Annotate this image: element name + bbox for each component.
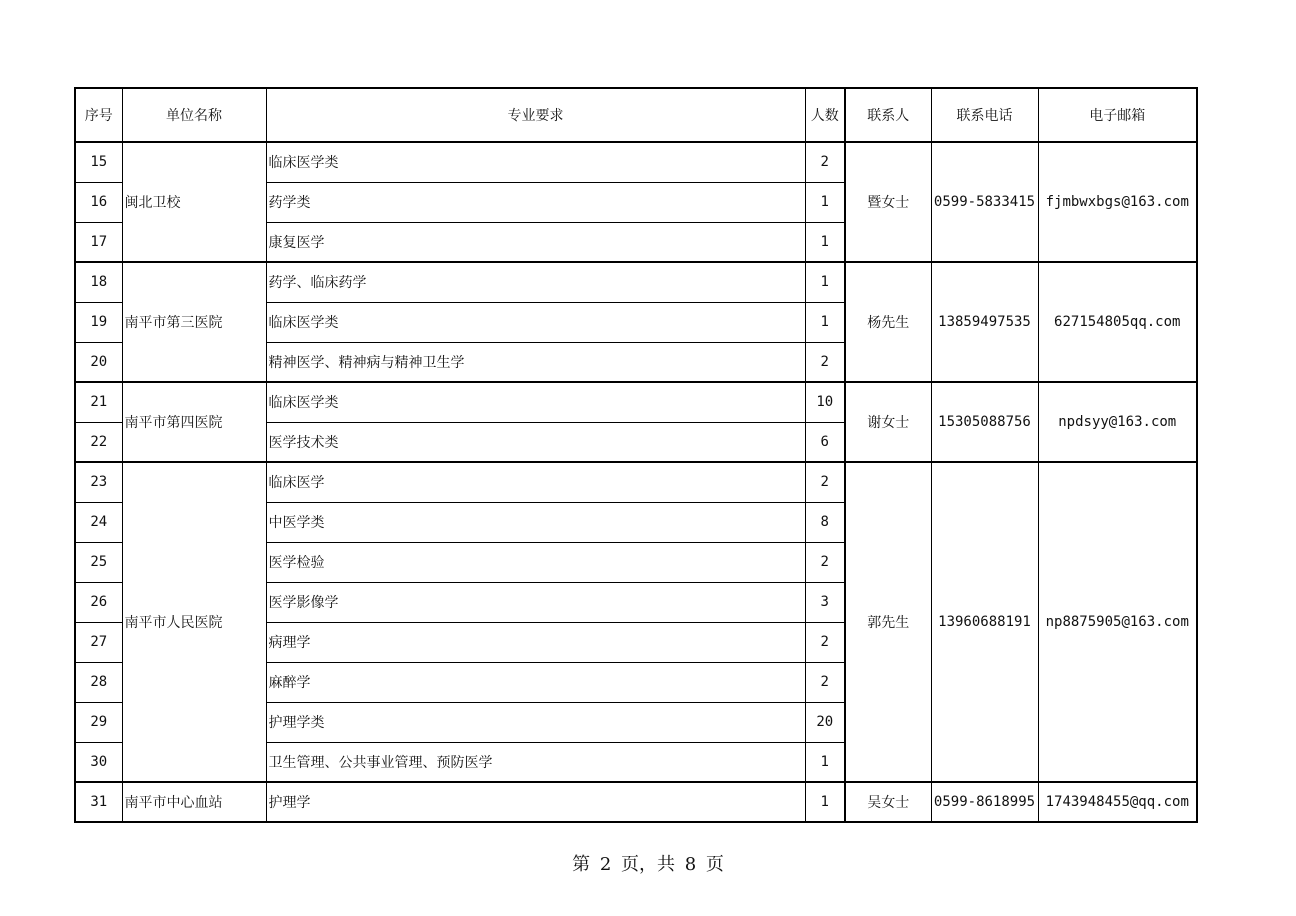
cell-seq: 29 [75,702,122,742]
cell-unit: 南平市第三医院 [122,262,266,382]
cell-count: 1 [805,782,845,822]
cell-major: 护理学 [266,782,805,822]
header-email: 电子邮箱 [1038,88,1197,142]
cell-major: 麻醉学 [266,662,805,702]
header-row [75,88,1197,142]
cell-seq: 22 [75,422,122,462]
cell-major: 康复医学 [266,222,805,262]
cell-phone: 13960688191 [931,462,1038,782]
cell-seq: 16 [75,182,122,222]
cell-major: 临床医学类 [266,382,805,422]
cell-email: fjmbwxbgs@163.com [1038,142,1197,262]
cell-major: 药学类 [266,182,805,222]
cell-contact: 杨先生 [845,262,931,382]
cell-contact: 吴女士 [845,782,931,822]
cell-phone: 0599-5833415 [931,142,1038,262]
cell-count: 1 [805,222,845,262]
staffing-table [74,87,1198,823]
cell-count: 6 [805,422,845,462]
cell-major: 精神医学、精神病与精神卫生学 [266,342,805,382]
cell-major: 临床医学类 [266,302,805,342]
cell-count: 2 [805,542,845,582]
cell-seq: 15 [75,142,122,182]
cell-count: 2 [805,622,845,662]
cell-seq: 19 [75,302,122,342]
page-label-mid: 页，共 [621,854,675,875]
cell-major: 护理学类 [266,702,805,742]
page-label-suffix: 页 [705,854,724,875]
cell-major: 临床医学类 [266,142,805,182]
cell-contact: 谢女士 [845,382,931,462]
cell-contact: 郭先生 [845,462,931,782]
cell-major: 卫生管理、公共事业管理、预防医学 [266,742,805,782]
cell-seq: 26 [75,582,122,622]
cell-seq: 30 [75,742,122,782]
header-unit: 单位名称 [122,88,266,142]
table-body [75,142,1197,822]
table-row [75,262,1197,302]
cell-seq: 18 [75,262,122,302]
cell-count: 2 [805,142,845,182]
cell-count: 10 [805,382,845,422]
cell-unit: 南平市中心血站 [122,782,266,822]
table-row [75,382,1197,422]
cell-count: 20 [805,702,845,742]
cell-seq: 27 [75,622,122,662]
header-contact: 联系人 [845,88,931,142]
cell-count: 1 [805,182,845,222]
cell-email: np8875905@163.com [1038,462,1197,782]
cell-count: 1 [805,302,845,342]
cell-count: 2 [805,342,845,382]
cell-major: 医学技术类 [266,422,805,462]
header-phone: 联系电话 [931,88,1038,142]
cell-count: 8 [805,502,845,542]
total-pages: 8 [684,854,697,875]
cell-contact: 暨女士 [845,142,931,262]
cell-phone: 15305088756 [931,382,1038,462]
header-count: 人数 [805,88,845,142]
cell-unit: 南平市第四医院 [122,382,266,462]
table-row [75,782,1197,822]
cell-major: 中医学类 [266,502,805,542]
page-label-prefix: 第 [572,854,591,875]
cell-major: 病理学 [266,622,805,662]
cell-count: 1 [805,262,845,302]
cell-email: npdsyy@163.com [1038,382,1197,462]
cell-email: 627154805qq.com [1038,262,1197,382]
cell-phone: 0599-8618995 [931,782,1038,822]
cell-major: 医学检验 [266,542,805,582]
header-seq: 序号 [75,88,122,142]
table-header [75,88,1197,142]
cell-count: 1 [805,742,845,782]
cell-count: 2 [805,462,845,502]
cell-seq: 23 [75,462,122,502]
cell-count: 2 [805,662,845,702]
cell-seq: 21 [75,382,122,422]
table-row [75,142,1197,182]
cell-seq: 31 [75,782,122,822]
table-row [75,462,1197,502]
cell-seq: 25 [75,542,122,582]
cell-seq: 17 [75,222,122,262]
cell-email: 1743948455@qq.com [1038,782,1197,822]
cell-major: 药学、临床药学 [266,262,805,302]
cell-phone: 13859497535 [931,262,1038,382]
cell-seq: 24 [75,502,122,542]
cell-seq: 28 [75,662,122,702]
cell-count: 3 [805,582,845,622]
cell-major: 临床医学 [266,462,805,502]
page-footer [0,850,1296,876]
header-major: 专业要求 [266,88,805,142]
cell-unit: 闽北卫校 [122,142,266,262]
cell-seq: 20 [75,342,122,382]
current-page: 2 [599,854,612,875]
cell-unit: 南平市人民医院 [122,462,266,782]
cell-major: 医学影像学 [266,582,805,622]
